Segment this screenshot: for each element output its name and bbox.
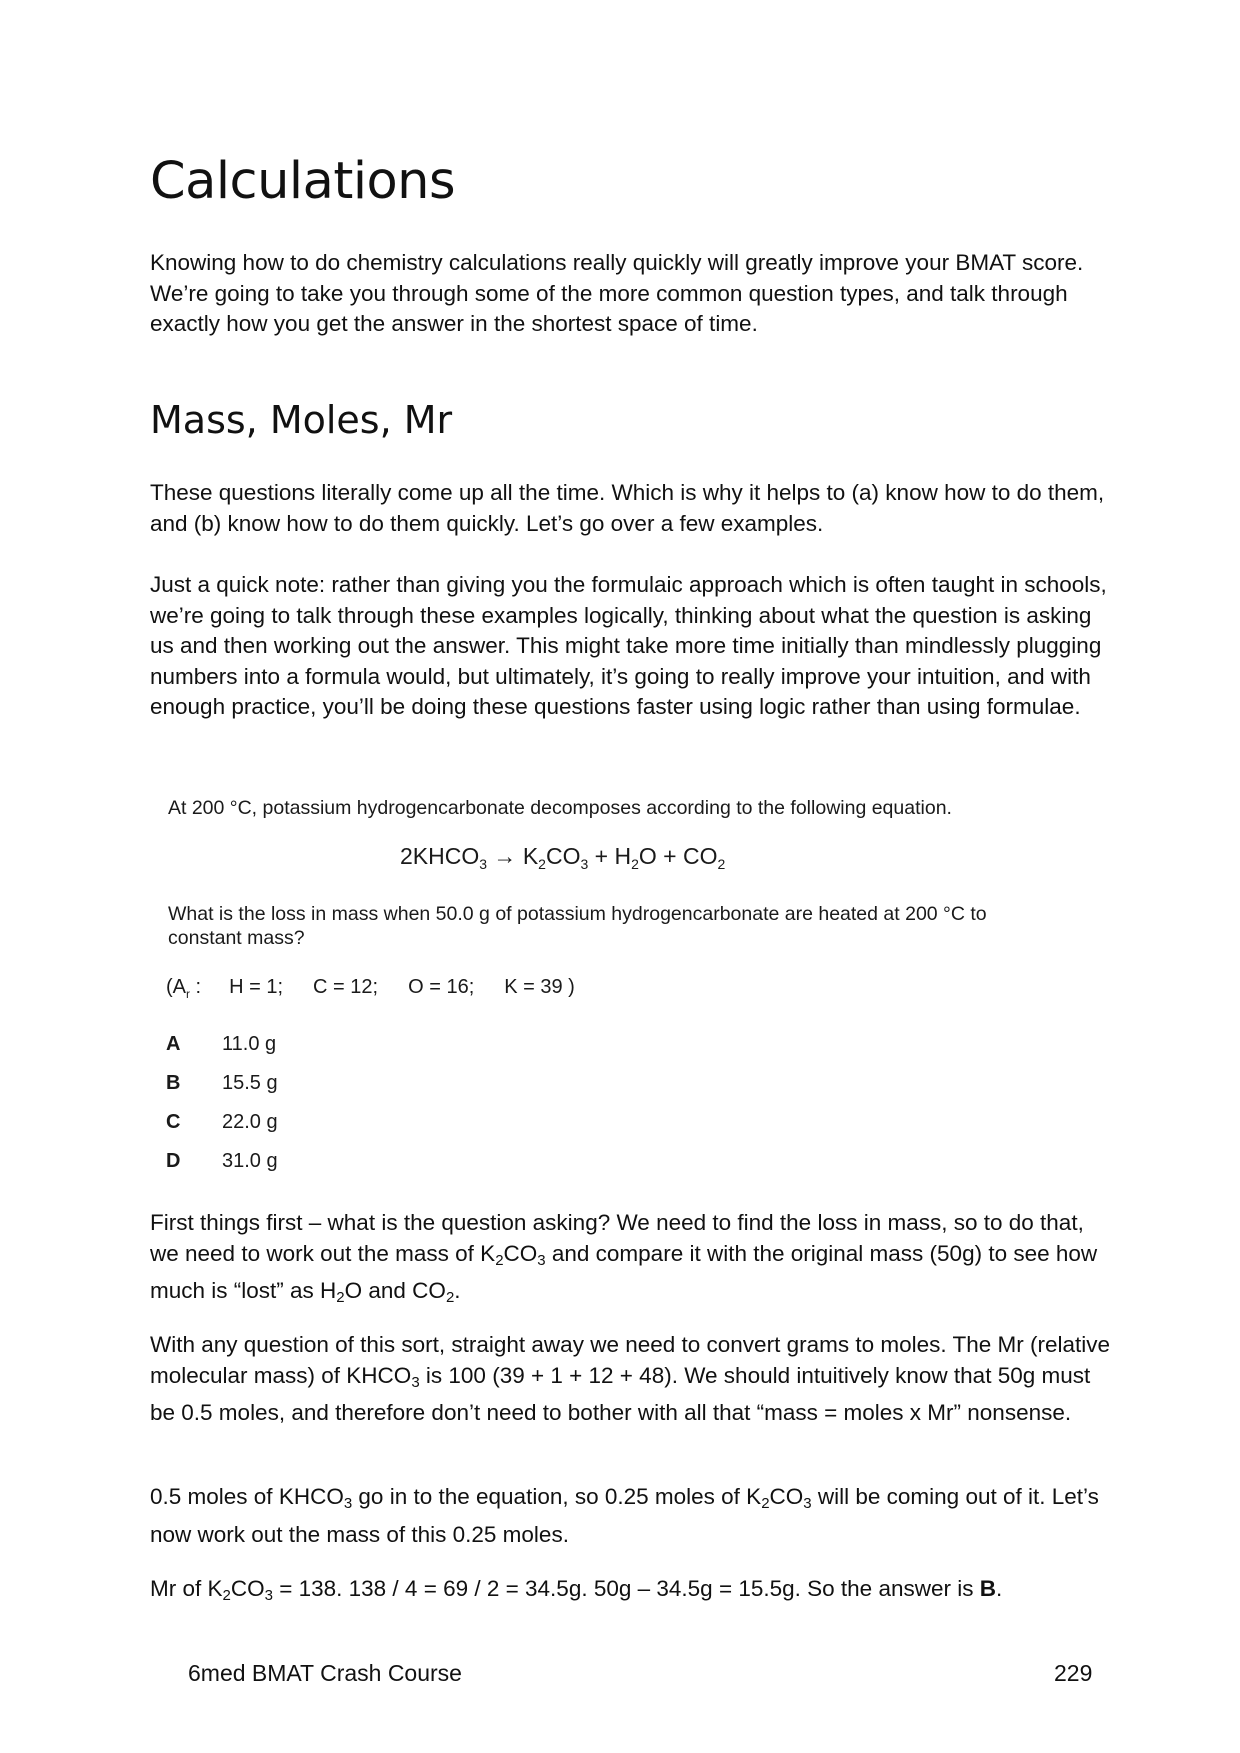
paragraph-4: With any question of this sort, straight away we need to convert grams to moles. The Mr (relative molecular mass) of $KHCO_3$ is 100 (39 + 1 + 12 + 48). We should intuitively know that 50g must be 0.5 moles, and therefore don’t need to bother with all that “mass = moles x Mr” nonsense.	[150, 1332, 1110, 1425]
answer-option: B 15.5 g	[166, 1072, 278, 1094]
section-heading: Mass, Moles, Mr	[150, 398, 453, 442]
question-intro: At 200 °C, potassium hydrogencarbonate decomposes according to the following equation.	[168, 797, 952, 819]
paragraph-6: Mr of $K_2CO_3 = 138$. 138 / 4 = 69 / 2 = 34.5g. 50g – 34.5g = 15.5g. So the answer is B.	[150, 1576, 1003, 1604]
question-text: What is the loss in mass when 50.0 g of potassium hydrogencarbonate are heated at 200 °C to constant mass?	[168, 903, 987, 949]
paragraph-5: 0.5 moles of $KHCO_3$ go in to the equation, so 0.25 moles of $K_2CO_3$ will be coming out of it. Let’s now work out the mass of this 0.25 moles.	[150, 1484, 1099, 1547]
answer-option: C 22.0 g	[166, 1111, 278, 1133]
answer-option: A 11.0 g	[166, 1033, 277, 1055]
paragraph-2: Just a quick note: rather than giving you the formulaic approach which is often taught in schools, we’re going to talk through these examples logically, thinking about what the question is asking us and then working out the answer. This might take more time initially than mindlessly plugging numbers into a formula would, but ultimately, it’s going to really improve your intuition, and with enough practice, you’ll be doing these questions faster using logic rather than using formulae.	[150, 572, 1107, 719]
answer-letter: B	[979, 1576, 996, 1601]
relative-atomic-masses: ($A_r$ : H = 1; C = 12; O = 16; K = 39 )	[166, 976, 575, 1001]
intro-paragraph: Knowing how to do chemistry calculations really quickly will greatly improve your BMAT score. We’re going to take you through some of the more common question types, and talk through exactly how you get the answer in the shortest space of time.	[150, 250, 1084, 336]
footer-course-title: 6med BMAT Crash Course	[188, 1660, 462, 1686]
page-number: 229	[1054, 1660, 1093, 1686]
paragraph-3: First things first – what is the question asking? We need to find the loss in mass, so to do that, we need to work out the mass of $K_2CO_3$ and compare it with the original mass (50g) to see how much is “lost” as $H_2O$ and $CO_2$.	[150, 1210, 1098, 1306]
chemical-equation: $2KHCO_3 \to K_2CO_3 + H_2O + CO_2$	[400, 843, 726, 872]
page-title: Calculations	[150, 152, 456, 211]
answer-option: D 31.0 g	[166, 1150, 278, 1172]
paragraph-1: These questions literally come up all the time. Which is why it helps to (a) know how to do them, and (b) know how to do them quickly. Let’s go over a few examples.	[150, 480, 1105, 536]
